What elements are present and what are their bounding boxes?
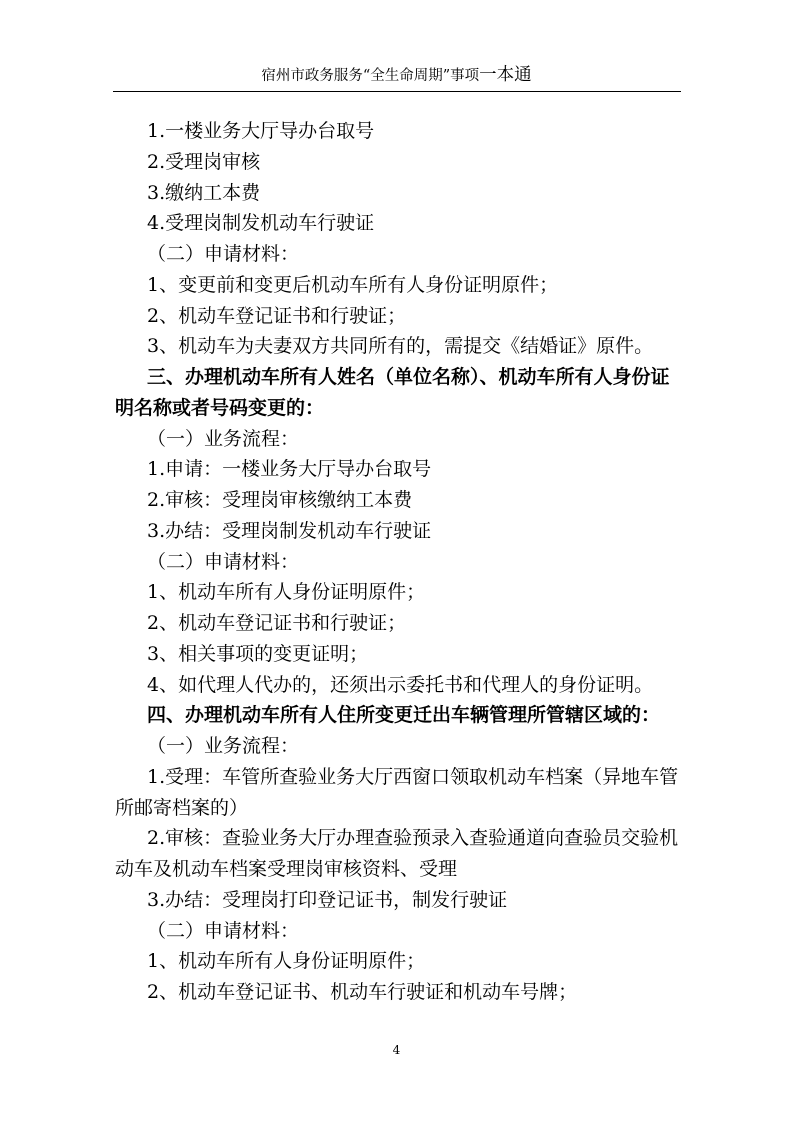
process-step-line: 2.审核：查验业务大厅办理查验预录入查验通道向查验员交验机 (147, 827, 679, 850)
process-step-line: 1.受理：车管所查验业务大厅西窗口领取机动车档案（异地车管 (147, 765, 679, 788)
material-item: 2、机动车登记证书、机动车行驶证和机动车号牌； (147, 981, 578, 1003)
material-item: 1、变更前和变更后机动车所有人身份证明原件； (147, 273, 559, 296)
material-item: 2、机动车登记证书和行驶证； (147, 304, 407, 327)
section-title-line: 明名称或者号码变更的： (115, 396, 325, 419)
material-item: 1、机动车所有人身份证明原件； (147, 950, 426, 973)
page-header (0, 63, 793, 88)
process-heading: （一）业务流程： (147, 735, 300, 757)
process-step: 1.申请：一楼业务大厅导办台取号 (147, 458, 432, 481)
material-item: 1、机动车所有人身份证明原件； (147, 581, 426, 604)
process-heading: （一）业务流程： (147, 427, 300, 450)
process-step: 1.一楼业务大厅导办台取号 (147, 120, 375, 142)
continued-section (0, 116, 793, 362)
material-item: 3、相关事项的变更证明； (147, 642, 369, 665)
material-item: 2、机动车登记证书和行驶证； (147, 612, 407, 634)
section-title: 四、办理机动车所有人住所变更迁出车辆管理所管辖区域的： (147, 704, 661, 727)
process-step-line: 所邮寄档案的） (115, 796, 249, 819)
section-3 (0, 362, 793, 700)
material-item: 4、如代理人代办的，还须出示委托书和代理人的身份证明。 (147, 673, 654, 696)
header-title-suffix: 一本通 (479, 65, 532, 85)
material-item: 3、机动车为夫妻双方共同所有的，需提交《结婚证》原件。 (147, 335, 654, 358)
page-number: 4 (392, 1043, 401, 1057)
process-step: 3.缴纳工本费 (147, 181, 261, 204)
process-step: 2.受理岗审核 (147, 150, 261, 173)
process-step: 3.办结：受理岗制发机动车行驶证 (147, 519, 432, 542)
process-step-line: 3.办结：受理岗打印登记证书，制发行驶证 (147, 888, 508, 911)
process-step (0, 885, 793, 916)
section-4 (0, 700, 793, 1008)
document-body (0, 116, 793, 1008)
process-step: 4.受理岗制发机动车行驶证 (147, 212, 375, 235)
process-step-line: 动车及机动车档案受理岗审核资料、受理 (115, 858, 458, 880)
process-step (0, 762, 793, 824)
header-title-main: 宿州市政务服务“全生命周期”事项 (261, 68, 480, 84)
process-step: 2.审核：受理岗审核缴纳工本费 (147, 489, 413, 511)
materials-heading: （二）申请材料： (147, 919, 300, 942)
header-rule (113, 91, 681, 92)
materials-heading: （二）申请材料： (147, 243, 300, 265)
section-title (0, 362, 793, 424)
section-title-line: 三、办理机动车所有人姓名（单位名称）、机动车所有人身份证 (147, 366, 670, 388)
process-step (0, 823, 793, 885)
materials-heading: （二）申请材料： (147, 550, 300, 573)
